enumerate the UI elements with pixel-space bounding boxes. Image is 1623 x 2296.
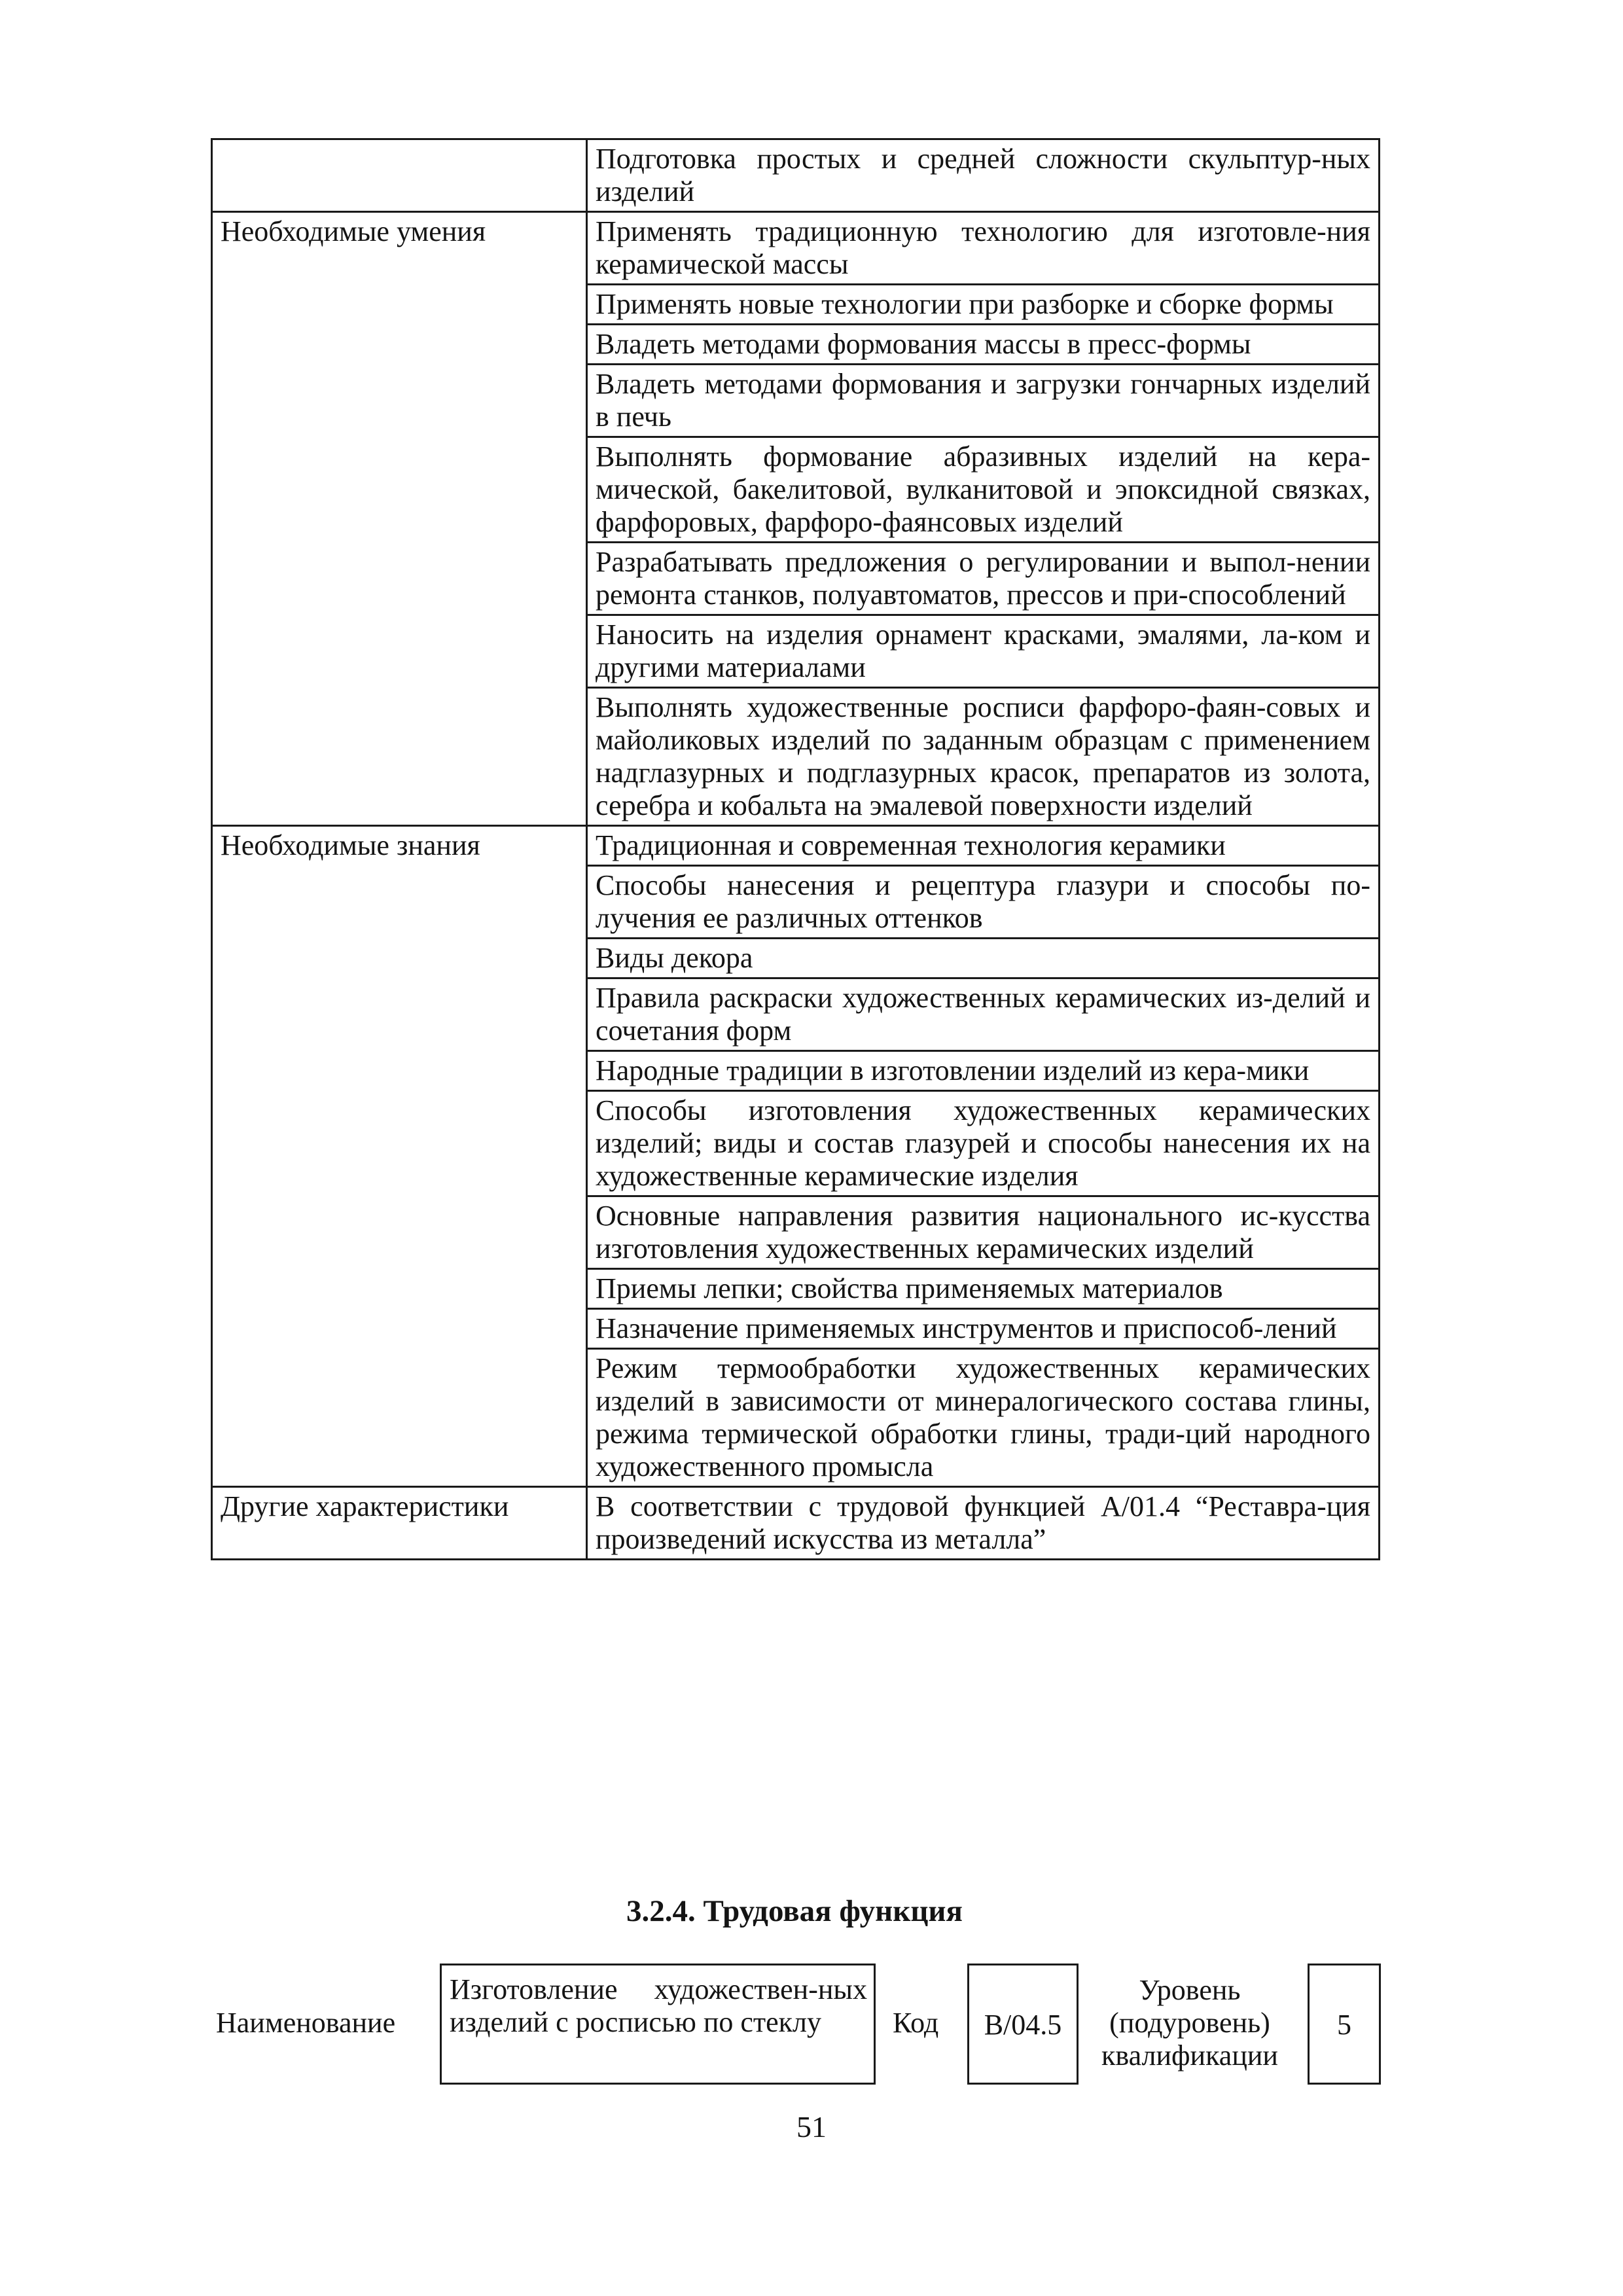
table-cell: Традиционная и современная технология керамики [587, 826, 1380, 866]
table-cell: Наносить на изделия орнамент красками, эмалями, ла-ком и другими материалами [587, 615, 1380, 688]
table-row [212, 543, 1380, 615]
level-label: Уровень (подуровень) квалификации [1101, 1974, 1278, 2072]
table-row [212, 212, 1380, 285]
table-row [212, 285, 1380, 325]
table-cell: Применять традиционную технологию для изготовле-ния керамической массы [587, 212, 1380, 285]
table-row [212, 615, 1380, 688]
table-cell: Разрабатывать предложения о регулировании и выпол-нении ремонта станков, полуавтоматов, прессов и при-способлений [587, 543, 1380, 615]
table-cell: Владеть методами формования массы в пресс-формы [587, 325, 1380, 365]
competency-table [211, 138, 1380, 1560]
table-cell: Народные традиции в изготовлении изделий из кера-мики [587, 1051, 1380, 1091]
table-row [212, 1051, 1380, 1091]
level-value: 5 [1308, 1964, 1381, 2085]
page-number: 51 [796, 2110, 827, 2144]
table-row [212, 1269, 1380, 1309]
table-cell: Приемы лепки; свойства применяемых материалов [587, 1269, 1380, 1309]
row-label-other: Другие характеристики [212, 1487, 587, 1560]
table-row [212, 437, 1380, 543]
table-row [212, 688, 1380, 826]
table-cell: Выполнять формование абразивных изделий на кера-мической, бакелитовой, вулканитовой и эпоксидной связках, фарфоровых, фарфоро-фаянсовых изделий [587, 437, 1380, 543]
code-label: Код [893, 2007, 939, 2039]
row-label [212, 139, 587, 212]
table-row [212, 365, 1380, 437]
table-row [212, 866, 1380, 939]
table-cell: Выполнять художественные росписи фарфоро-фаян-совых и майоликовых изделий по заданным образцам с применением надглазурных и подглазурных красок, препаратов из золота, серебра и кобальта на эмалевой поверхности изделий [587, 688, 1380, 826]
table-cell: Назначение применяемых инструментов и приспособ-лений [587, 1309, 1380, 1349]
row-label-skills: Необходимые умения [212, 212, 587, 285]
table-row [212, 1196, 1380, 1269]
table-cell: Режим термообработки художественных керамических изделий в зависимости от минералогического состава глины, режима термической обработки глины, тради-ций народного художественного промысла [587, 1349, 1380, 1487]
table-cell: Основные направления развития национального ис-кусства изготовления художественных керамических изделий [587, 1196, 1380, 1269]
table-cell: В соответствии с трудовой функцией A/01.4 “Реставра-ция произведений искусства из металла” [587, 1487, 1380, 1560]
table-row [212, 826, 1380, 866]
name-value: Изготовление художествен-ных изделий с росписью по стеклу [440, 1964, 876, 2085]
table-row [212, 1309, 1380, 1349]
code-value: B/04.5 [967, 1964, 1079, 2085]
table-cell: Правила раскраски художественных керамических из-делий и сочетания форм [587, 978, 1380, 1051]
table-row [212, 1487, 1380, 1560]
table-cell: Виды декора [587, 939, 1380, 978]
table-row [212, 939, 1380, 978]
table-cell: Способы нанесения и рецептура глазури и способы по-лучения ее различных оттенков [587, 866, 1380, 939]
table-cell: Способы изготовления художественных керамических изделий; виды и состав глазурей и способы нанесения их на художественные керамические изделия [587, 1091, 1380, 1196]
table-cell: Применять новые технологии при разборке и сборке формы [587, 285, 1380, 325]
table-cell: Подготовка простых и средней сложности скульптур-ных изделий [587, 139, 1380, 212]
table-row [212, 1349, 1380, 1487]
table-row [212, 139, 1380, 212]
table-row [212, 1091, 1380, 1196]
table-row [212, 325, 1380, 365]
table-row [212, 978, 1380, 1051]
section-heading: 3.2.4. Трудовая функция [626, 1894, 963, 1928]
row-label-knowledge: Необходимые знания [212, 826, 587, 866]
function-row [216, 1964, 1381, 2085]
table-cell: Владеть методами формования и загрузки гончарных изделий в печь [587, 365, 1380, 437]
name-label: Наименование [216, 2007, 396, 2039]
